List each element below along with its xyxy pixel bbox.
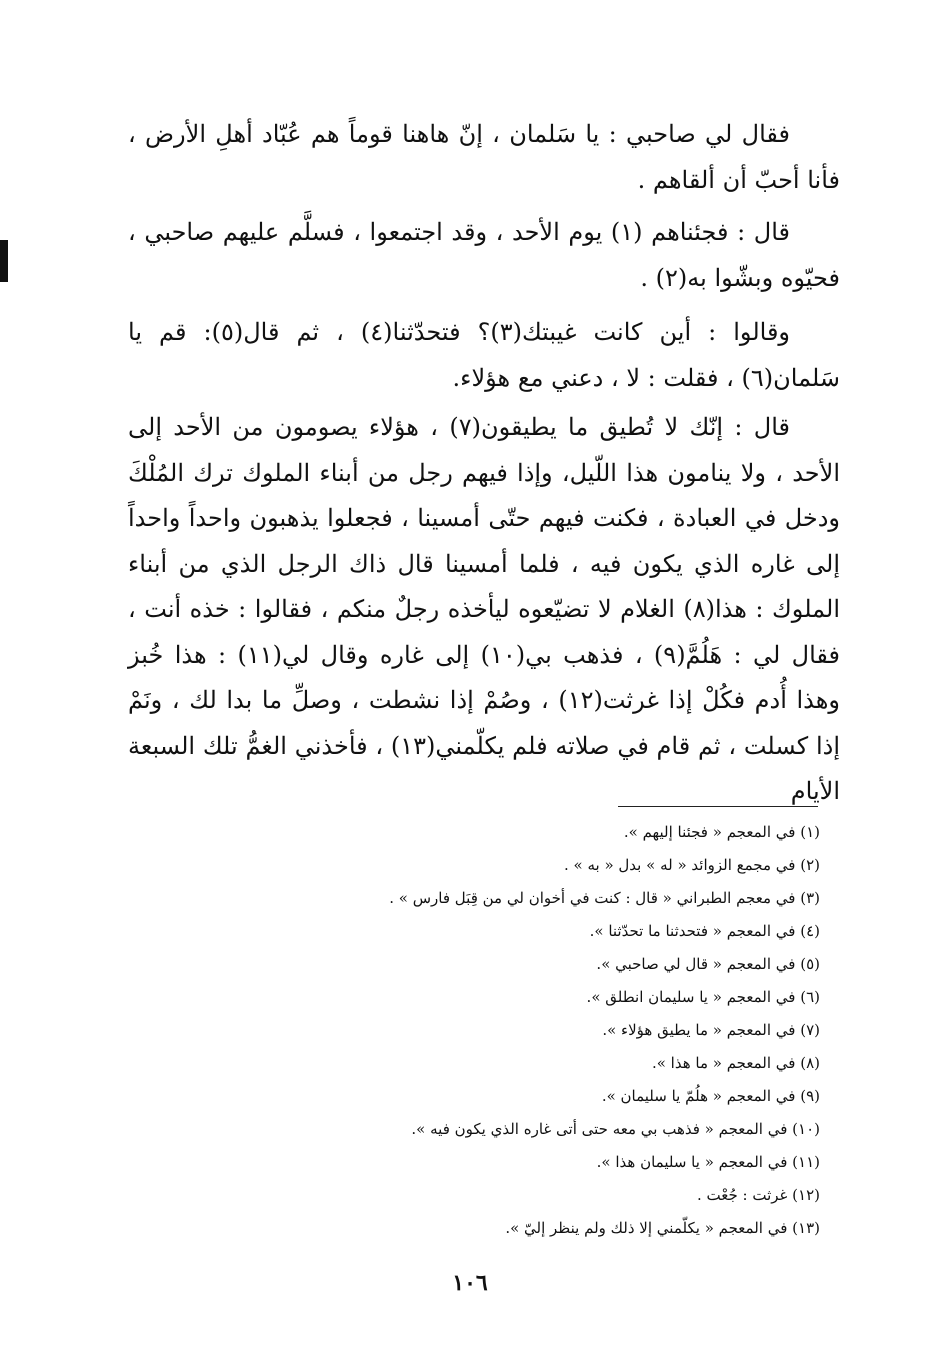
page-number: ١٠٦: [452, 1270, 488, 1296]
footnote-11: (١١) في المعجم « يا سليمان هذا ».: [596, 1153, 820, 1171]
paragraph-3: وقالوا : أين كانت غيبتك(٣)؟ فتحدّثنا(٤) ، ثم قال(٥): قم يا سَلمان(٦) ، فقلت : لا ، دعني مع هؤلاء.: [128, 318, 840, 392]
footnote-3: (٣) في معجم الطبراني « قال : كنت في أخوان لي من قِبَل فارس » .: [389, 889, 820, 907]
footnote-9: (٩) في المعجم « هلُمّ يا سليمان ».: [601, 1087, 820, 1105]
footnotes: [140, 816, 820, 1245]
footnote-1: (١) في المعجم « فجئنا إليهم ».: [623, 823, 820, 841]
main-text: [128, 112, 840, 822]
paragraph-4: قال : إنّك لا تُطيق ما يطيقون(٧) ، هؤلاء يصومون من الأحد إلى الأحد ، ولا ينامون هذا اللّيل، وإذا فيهم رجل من أبناء الملوك ترك المُلْكَ ودخل في العبادة ، فكنت فيهم حتّى أمسينا ، فجعلوا يذهبون واحداً واحداً إلى غاره الذي يكون فيه ، فلما أمسينا قال ذاك الرجل الذي من أبناء الملوك : هذا(٨) الغلام لا تضيّعوه ليأخذه رجلٌ منكم ، فقالوا : خذه أنت ، فقال لي : هَلُمَّ(٩) ، فذهب بي(١٠) إلى غاره وقال لي(١١) : هذا خُبز وهذا أُدم فكُلْ إذا غرثت(١٢) ، وصُمْ إذا نشطت ، وصلِّ ما بدا لك ، ونَمْ إذا كسلت ، ثم قام في صلاته فلم يكلّمني(١٣) ، فأخذني الغمُّ تلك السبعة الأيام: [128, 413, 841, 805]
footnote-6: (٦) في المعجم « يا سليمان انطلق ».: [586, 988, 820, 1006]
footnote-10: (١٠) في المعجم « فذهب بي معه حتى أتى غاره الذي يكون فيه ».: [411, 1120, 820, 1138]
paragraph-1: فقال لي صاحبي : يا سَلمان ، إنّ هاهنا قوماً هم عُبّاد أهلِ الأرض ، فأنا أحبّ أن ألقاهم .: [128, 120, 840, 194]
footnote-7: (٧) في المعجم « ما يطيق هؤلاء ».: [602, 1021, 820, 1039]
paragraph-2: قال : فجئناهم (١) يوم الأحد ، وقد اجتمعوا ، فسلَّم عليهم صاحبي ، فحيّوه وبشّوا به(٢) .: [128, 218, 840, 292]
footnote-separator: [618, 806, 818, 807]
footnote-5: (٥) في المعجم « قال لي صاحبي ».: [596, 955, 820, 973]
footnote-13: (١٣) في المعجم « يكلّمني إلا ذلك ولم ينظر إليّ ».: [505, 1219, 820, 1237]
binding-edge-mark: [0, 240, 8, 282]
footnote-12: (١٢) غرثت : جُعْت .: [697, 1186, 820, 1204]
footnote-8: (٨) في المعجم « ما هذا ».: [651, 1054, 820, 1072]
footnote-2: (٢) في مجمع الزوائد « له » بدل « به » .: [564, 856, 820, 874]
footnote-4: (٤) في المعجم « فتحدثنا ما تحدّثنا ».: [589, 922, 820, 940]
